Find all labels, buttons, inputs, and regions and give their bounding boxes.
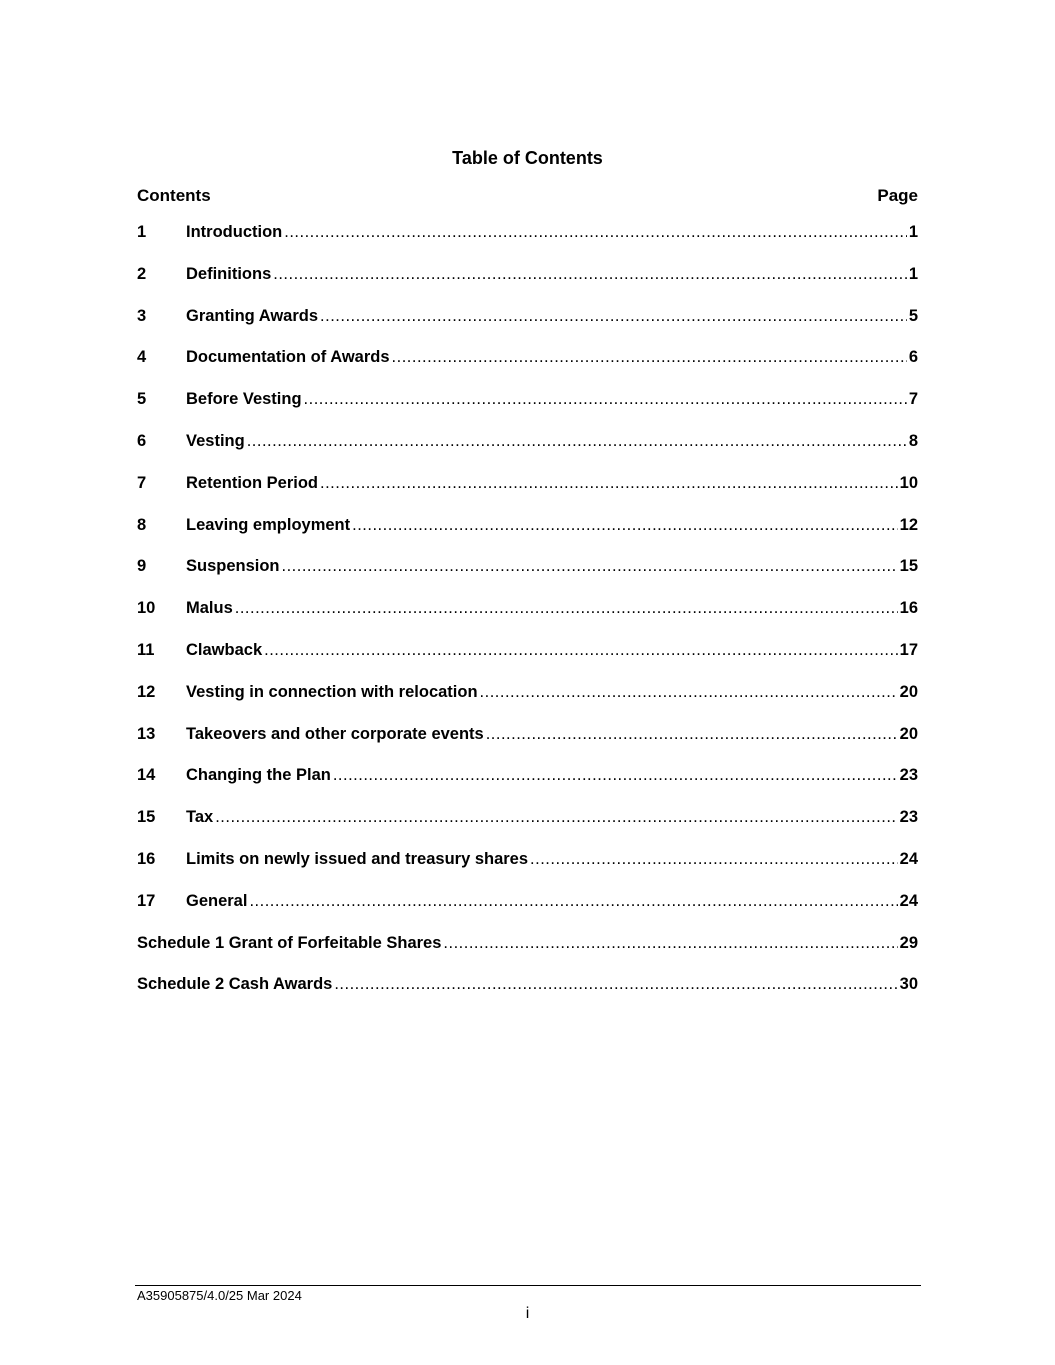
entry-page[interactable]: 1 xyxy=(908,223,918,241)
entry-number: 11 xyxy=(137,640,155,659)
toc-entry[interactable] xyxy=(137,764,918,806)
dot-leader xyxy=(273,263,907,285)
toc-schedule-entry[interactable] xyxy=(137,932,918,974)
entry-number: 2 xyxy=(137,264,147,283)
entry-number: 10 xyxy=(137,599,156,618)
entry-page[interactable]: 24 xyxy=(899,891,918,910)
dot-leader xyxy=(480,681,898,703)
toc-schedule-entry[interactable] xyxy=(137,973,918,1015)
toc-entry[interactable] xyxy=(137,263,918,305)
toc-entry[interactable] xyxy=(137,806,918,848)
dot-leader xyxy=(282,555,898,577)
toc-entry[interactable] xyxy=(137,723,918,765)
entry-page[interactable]: 15 xyxy=(899,557,918,576)
entry-label[interactable]: Definitions xyxy=(186,264,272,283)
page-number: i xyxy=(525,1305,530,1322)
toc-entry[interactable] xyxy=(137,514,918,556)
dot-leader xyxy=(443,932,897,954)
entry-page[interactable]: 6 xyxy=(908,348,918,367)
entry-label[interactable]: Granting Awards xyxy=(186,306,319,325)
page-column-label: Page xyxy=(877,186,918,205)
dot-leader xyxy=(334,973,897,995)
dot-leader xyxy=(530,848,898,870)
toc-entry[interactable] xyxy=(137,848,918,890)
entry-number: 15 xyxy=(137,808,156,827)
entry-number: 9 xyxy=(137,557,147,576)
entry-page[interactable]: 16 xyxy=(899,599,918,618)
entry-number: 14 xyxy=(137,766,156,785)
toc-entry[interactable] xyxy=(137,221,918,263)
dot-leader xyxy=(320,305,907,327)
entry-label[interactable]: Vesting in connection with relocation xyxy=(186,682,478,701)
schedule-label[interactable]: Schedule 2 Cash Awards xyxy=(137,975,333,994)
entry-label[interactable]: Malus xyxy=(186,599,233,618)
dot-leader xyxy=(235,597,898,619)
entry-label[interactable]: Introduction xyxy=(186,223,283,241)
entry-label[interactable]: Leaving employment xyxy=(186,515,351,534)
entry-label[interactable]: Suspension xyxy=(186,557,280,576)
entry-page[interactable]: 8 xyxy=(908,431,918,450)
dot-leader xyxy=(249,890,897,912)
toc-entry[interactable] xyxy=(137,890,918,932)
toc-entry[interactable] xyxy=(137,639,918,681)
schedule-page[interactable]: 30 xyxy=(899,975,918,994)
entry-number: 17 xyxy=(137,891,156,910)
entry-page[interactable]: 10 xyxy=(899,473,918,492)
entry-page[interactable]: 24 xyxy=(899,849,918,868)
entry-number: 3 xyxy=(137,306,147,325)
dot-leader xyxy=(320,472,898,494)
contents-column-label: Contents xyxy=(137,186,211,205)
entry-page[interactable]: 1 xyxy=(908,264,918,283)
toc-entry[interactable] xyxy=(137,472,918,514)
entry-label[interactable]: Vesting xyxy=(186,431,245,450)
entry-label[interactable]: Before Vesting xyxy=(186,390,302,409)
dot-leader xyxy=(247,430,907,452)
entry-page[interactable]: 12 xyxy=(899,515,918,534)
entry-page[interactable]: 23 xyxy=(899,808,918,827)
schedule-page[interactable]: 29 xyxy=(899,933,918,952)
entry-number: 13 xyxy=(137,724,156,743)
dot-leader xyxy=(284,221,907,243)
entry-page[interactable]: 5 xyxy=(908,306,918,325)
dot-leader xyxy=(215,806,897,828)
entry-number: 4 xyxy=(137,348,147,367)
toc-entry[interactable] xyxy=(137,388,918,430)
page-title: Table of Contents xyxy=(452,148,603,168)
toc-entry[interactable] xyxy=(137,430,918,472)
entry-page[interactable]: 23 xyxy=(899,766,918,785)
entry-label[interactable]: Takeovers and other corporate events xyxy=(186,724,484,743)
toc-entry[interactable] xyxy=(137,597,918,639)
schedule-label[interactable]: Schedule 1 Grant of Forfeitable Shares xyxy=(137,933,442,952)
entry-number: 8 xyxy=(137,515,147,534)
entry-number: 6 xyxy=(137,431,147,450)
dot-leader xyxy=(304,388,907,410)
toc-list xyxy=(137,221,918,1015)
entry-label[interactable]: Tax xyxy=(186,808,214,827)
toc-entry[interactable] xyxy=(137,681,918,723)
entry-number: 5 xyxy=(137,390,147,409)
toc-entry[interactable] xyxy=(137,346,918,388)
entry-number: 1 xyxy=(137,223,147,241)
entry-page[interactable]: 17 xyxy=(899,640,918,659)
entry-label[interactable]: Clawback xyxy=(186,640,263,659)
toc-entry[interactable] xyxy=(137,305,918,347)
entry-label[interactable]: General xyxy=(186,891,248,910)
dot-leader xyxy=(392,346,907,368)
entry-label[interactable]: Changing the Plan xyxy=(186,766,331,785)
entry-page[interactable]: 20 xyxy=(899,724,918,743)
dot-leader xyxy=(333,764,898,786)
entry-page[interactable]: 7 xyxy=(908,390,918,409)
entry-page[interactable]: 20 xyxy=(899,682,918,701)
footer-divider xyxy=(135,1285,921,1286)
entry-label[interactable]: Retention Period xyxy=(186,473,319,492)
toc-entry[interactable] xyxy=(137,555,918,597)
entry-number: 12 xyxy=(137,682,156,701)
document-reference: A35905875/4.0/25 Mar 2024 xyxy=(137,1288,302,1303)
entry-number: 16 xyxy=(137,849,156,868)
dot-leader xyxy=(486,723,898,745)
dot-leader xyxy=(264,639,898,661)
entry-label[interactable]: Documentation of Awards xyxy=(186,348,390,367)
entry-label[interactable]: Limits on newly issued and treasury shares xyxy=(186,849,529,868)
dot-leader xyxy=(352,514,898,536)
entry-number: 7 xyxy=(137,473,147,492)
